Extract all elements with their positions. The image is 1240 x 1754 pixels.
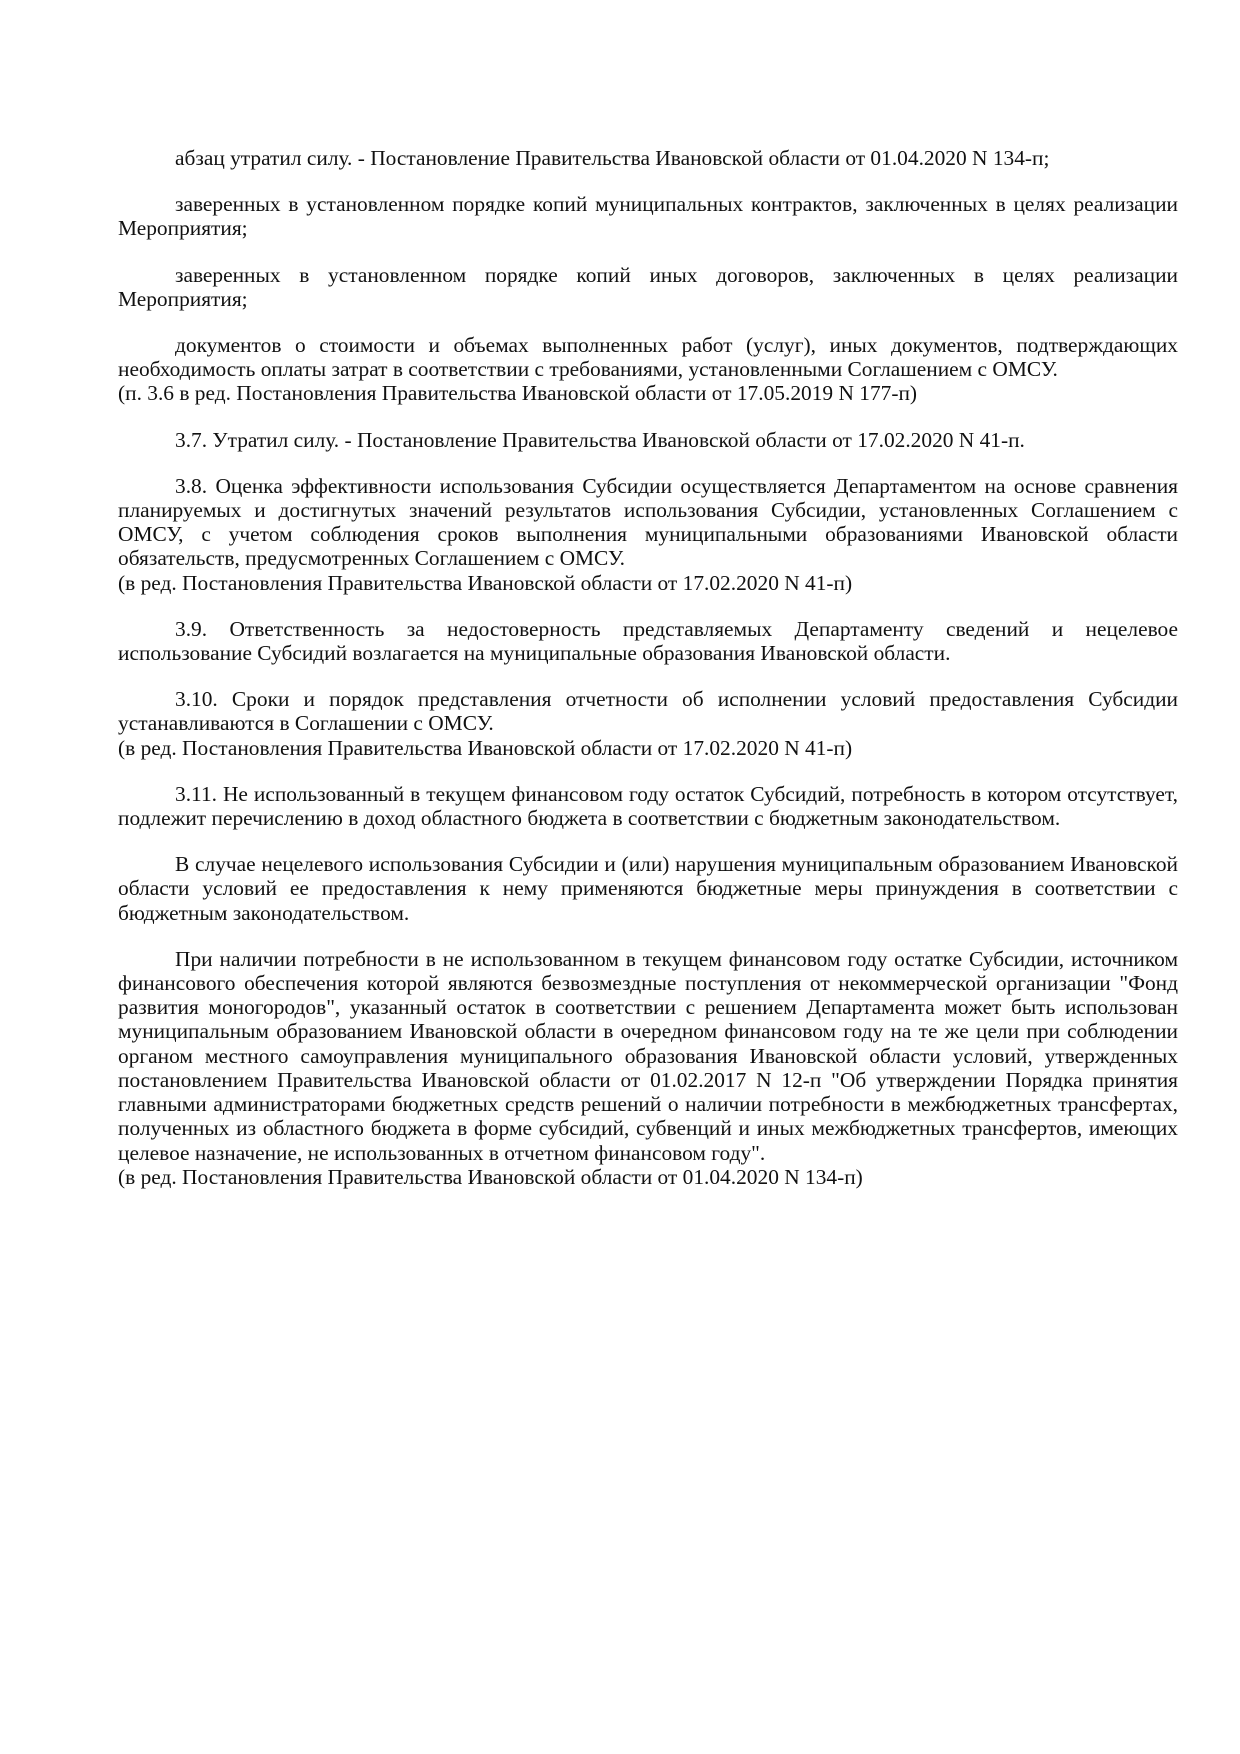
paragraph-3-8: 3.8. Оценка эффективности использования Субсидии осуществляется Департаментом на основе сравнения планируемых и достигнутых значений результатов использования Субсидии, установленных Соглашением с ОМСУ, с учетом соблюдения сроков выполнения муниципальными образованиями Ивановской области обязательств, предусмотренных Соглашением с ОМСУ.: [118, 473, 1178, 571]
amendment-note-3-6: (п. 3.6 в ред. Постановления Правительства Ивановской области от 17.05.2019 N 177-п): [118, 381, 918, 406]
paragraph-3-7: 3.7. Утратил силу. - Постановление Правительства Ивановской области от 17.02.2020 N 41-п.: [175, 427, 1025, 452]
paragraph-misuse-measures: В случае нецелевого использования Субсидии и (или) нарушения муниципальным образованием Ивановской области условий ее предоставления к нему применяются бюджетные меры принуждения в соответствии с бюджетным законодательством.: [118, 852, 1178, 925]
paragraph-3-10: 3.10. Сроки и порядок представления отчетности об исполнении условий предоставления Субсидии устанавливаются в Соглашении с ОМСУ.: [118, 687, 1178, 736]
amendment-note-3-8: (в ред. Постановления Правительства Ивановской области от 17.02.2020 N 41-п): [118, 570, 853, 595]
paragraph-municipal-contracts: заверенных в установленном порядке копий муниципальных контрактов, заключенных в целях реализации Мероприятия;: [118, 192, 1178, 241]
paragraph-remaining-balance: При наличии потребности в не использованном в текущем финансовом году остатке Субсидии, источником финансового обеспечения которой являются безвозмездные поступления от некоммерческой организации "Фонд развития моногородов", указанный остаток в соответствии с решением Департамента может быть использован муниципальным образованием Ивановской области в очередном финансовом году на те же цели при соблюдении органом местного самоуправления муниципального образования Ивановской области условий, утвержденных постановлением Правительства Ивановской области от 01.02.2017 N 12-п "Об утверждении Порядка принятия главными администраторами бюджетных средств решений о наличии потребности в межбюджетных трансфертах, полученных из областного бюджета в форме субсидий, субвенций и иных межбюджетных трансфертов, имеющих целевое назначение, не использованных в отчетном финансовом году".: [118, 946, 1178, 1165]
paragraph-cost-documents: документов о стоимости и объемах выполненных работ (услуг), иных документов, подтверждающих необходимость оплаты затрат в соответствии с требованиями, установленными Соглашением с ОМСУ.: [118, 333, 1178, 382]
paragraph-other-contracts: заверенных в установленном порядке копий иных договоров, заключенных в целях реализации Мероприятия;: [118, 262, 1178, 311]
paragraph-repealed-clause: абзац утратил силу. - Постановление Правительства Ивановской области от 01.04.2020 N 134-п;: [175, 146, 1050, 170]
amendment-note-3-10: (в ред. Постановления Правительства Ивановской области от 17.02.2020 N 41-п): [118, 735, 853, 760]
amendment-note-final: (в ред. Постановления Правительства Ивановской области от 01.04.2020 N 134-п): [118, 1164, 863, 1189]
paragraph-3-9: 3.9. Ответственность за недостоверность представляемых Департаменту сведений и нецелевое использование Субсидий возлагается на муниципальные образования Ивановской области.: [118, 616, 1178, 666]
paragraph-3-11: 3.11. Не использованный в текущем финансовом году остаток Субсидий, потребность в котором отсутствует, подлежит перечислению в доход областного бюджета в соответствии с бюджетным законодательством.: [118, 781, 1178, 831]
document-page: [118, 146, 1178, 1211]
